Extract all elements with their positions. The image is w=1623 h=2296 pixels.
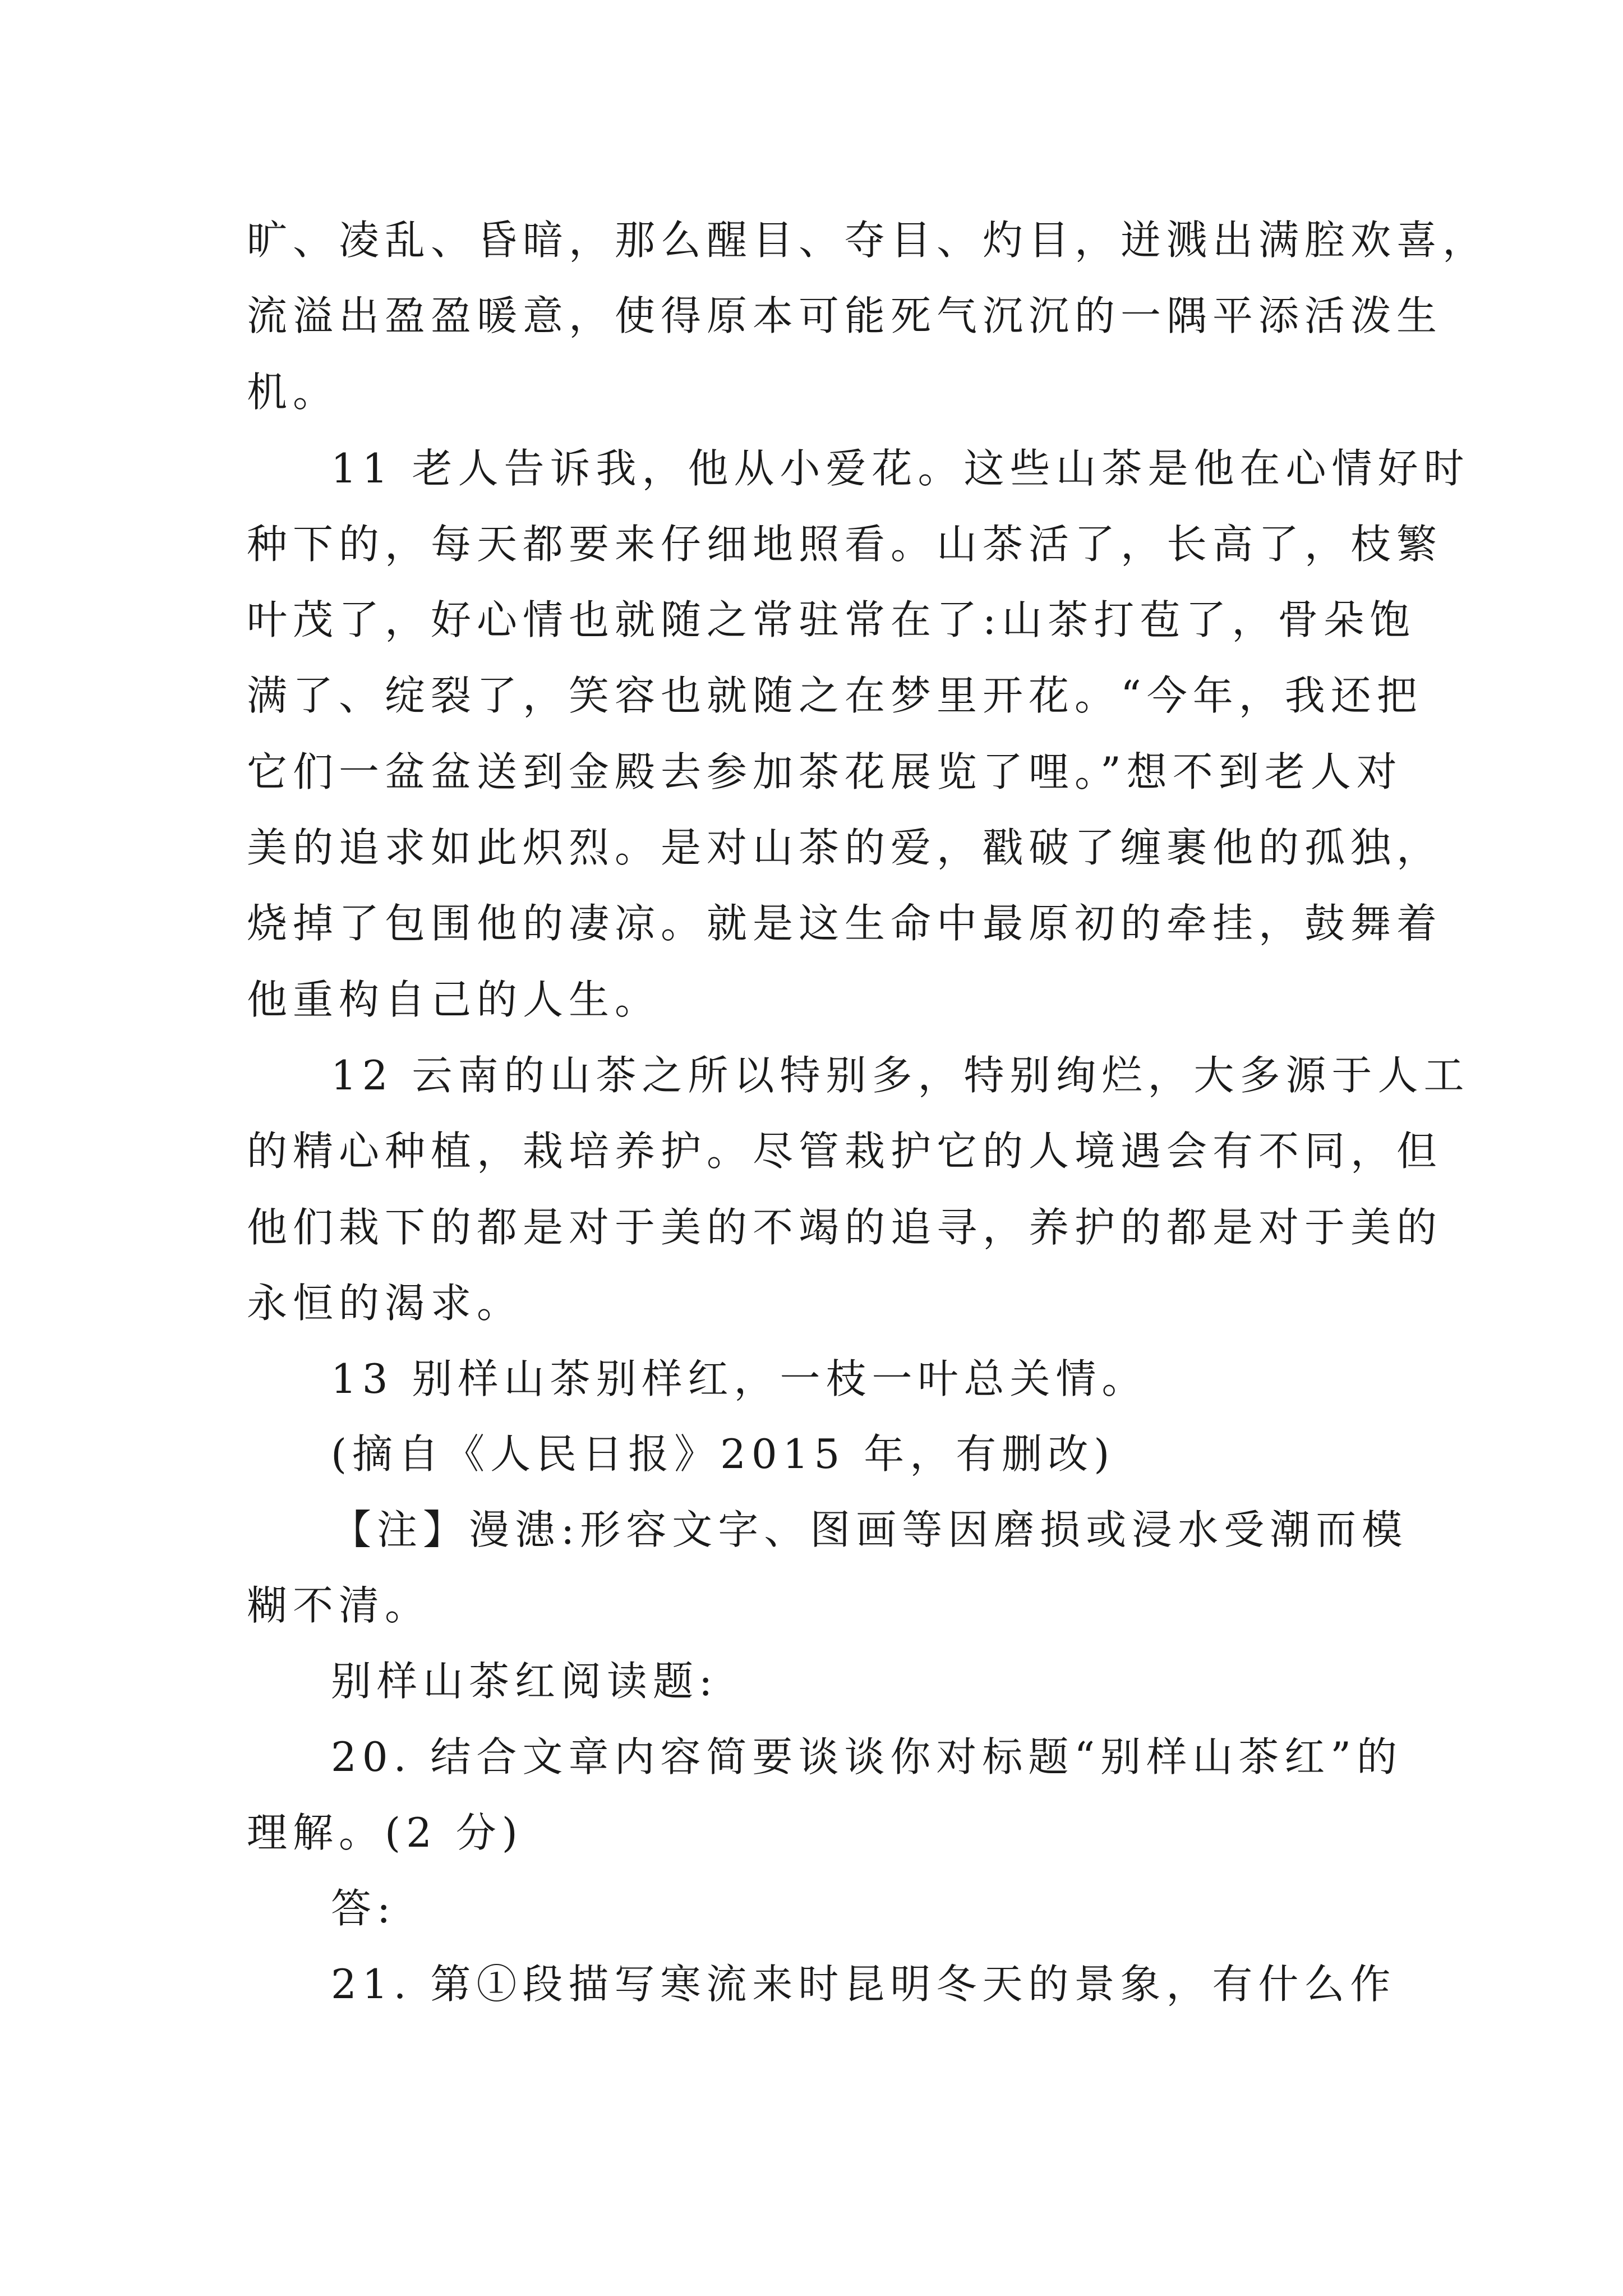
- question-20: 20. 结合文章内容简要谈谈你对标题“别样山茶红”的: [331, 1733, 1403, 1780]
- source-citation: (摘自《人民日报》2015 年，有删改): [331, 1430, 1115, 1478]
- answer-label: 答:: [331, 1885, 396, 1932]
- text-line-11: 他重构自己的人生。: [247, 976, 661, 1023]
- text-line-2: 流溢出盈盈暖意，使得原本可能死气沉沉的一隅平添活泼生: [247, 292, 1443, 339]
- note-start: 【注】漫漶:形容文字、图画等因磨损或浸水受潮而模: [331, 1506, 1408, 1553]
- text-line-10: 烧掉了包围他的凄凉。就是这生命中最原初的牵挂，鼓舞着: [247, 900, 1443, 947]
- paragraph-13: 13 别样山茶别样红，一枝一叶总关情。: [331, 1355, 1148, 1402]
- text-line-14: 他们栽下的都是对于美的不竭的追寻，养护的都是对于美的: [247, 1204, 1443, 1251]
- text-line-8: 它们一盆盆送到金殿去参加茶花展览了哩。”想不到老人对: [247, 748, 1403, 795]
- text-line-15: 永恒的渴求。: [247, 1280, 523, 1327]
- paragraph-11-start: 11 老人告诉我，他从小爱花。这些山茶是他在心情好时: [331, 445, 1470, 492]
- note-end: 糊不清。: [247, 1582, 431, 1629]
- question-21: 21. 第①段描写寒流来时昆明冬天的景象，有什么作: [331, 1961, 1396, 2008]
- questions-heading: 别样山茶红阅读题:: [331, 1658, 718, 1705]
- text-line-1: 旷、凌乱、昏暗，那么醒目、夺目、灼目，迸溅出满腔欢喜，: [247, 217, 1489, 264]
- text-line-13: 的精心种植，栽培养护。尽管栽护它的人境遇会有不同，但: [247, 1128, 1443, 1175]
- text-line-6: 叶茂了，好心情也就随之常驻常在了:山茶打苞了，骨朵饱: [247, 596, 1416, 643]
- paragraph-12-start: 12 云南的山茶之所以特别多，特别绚烂，大多源于人工: [331, 1052, 1470, 1099]
- text-line-3: 机。: [247, 369, 339, 416]
- text-line-9: 美的追求如此炽烈。是对山茶的爱，戳破了缠裹他的孤独，: [247, 824, 1443, 871]
- text-line-7: 满了、绽裂了，笑容也就随之在梦里开花。“今年，我还把: [247, 672, 1423, 719]
- question-20-end: 理解。(2 分): [247, 1809, 523, 1856]
- text-line-5: 种下的，每天都要来仔细地照看。山茶活了，长高了，枝繁: [247, 521, 1443, 568]
